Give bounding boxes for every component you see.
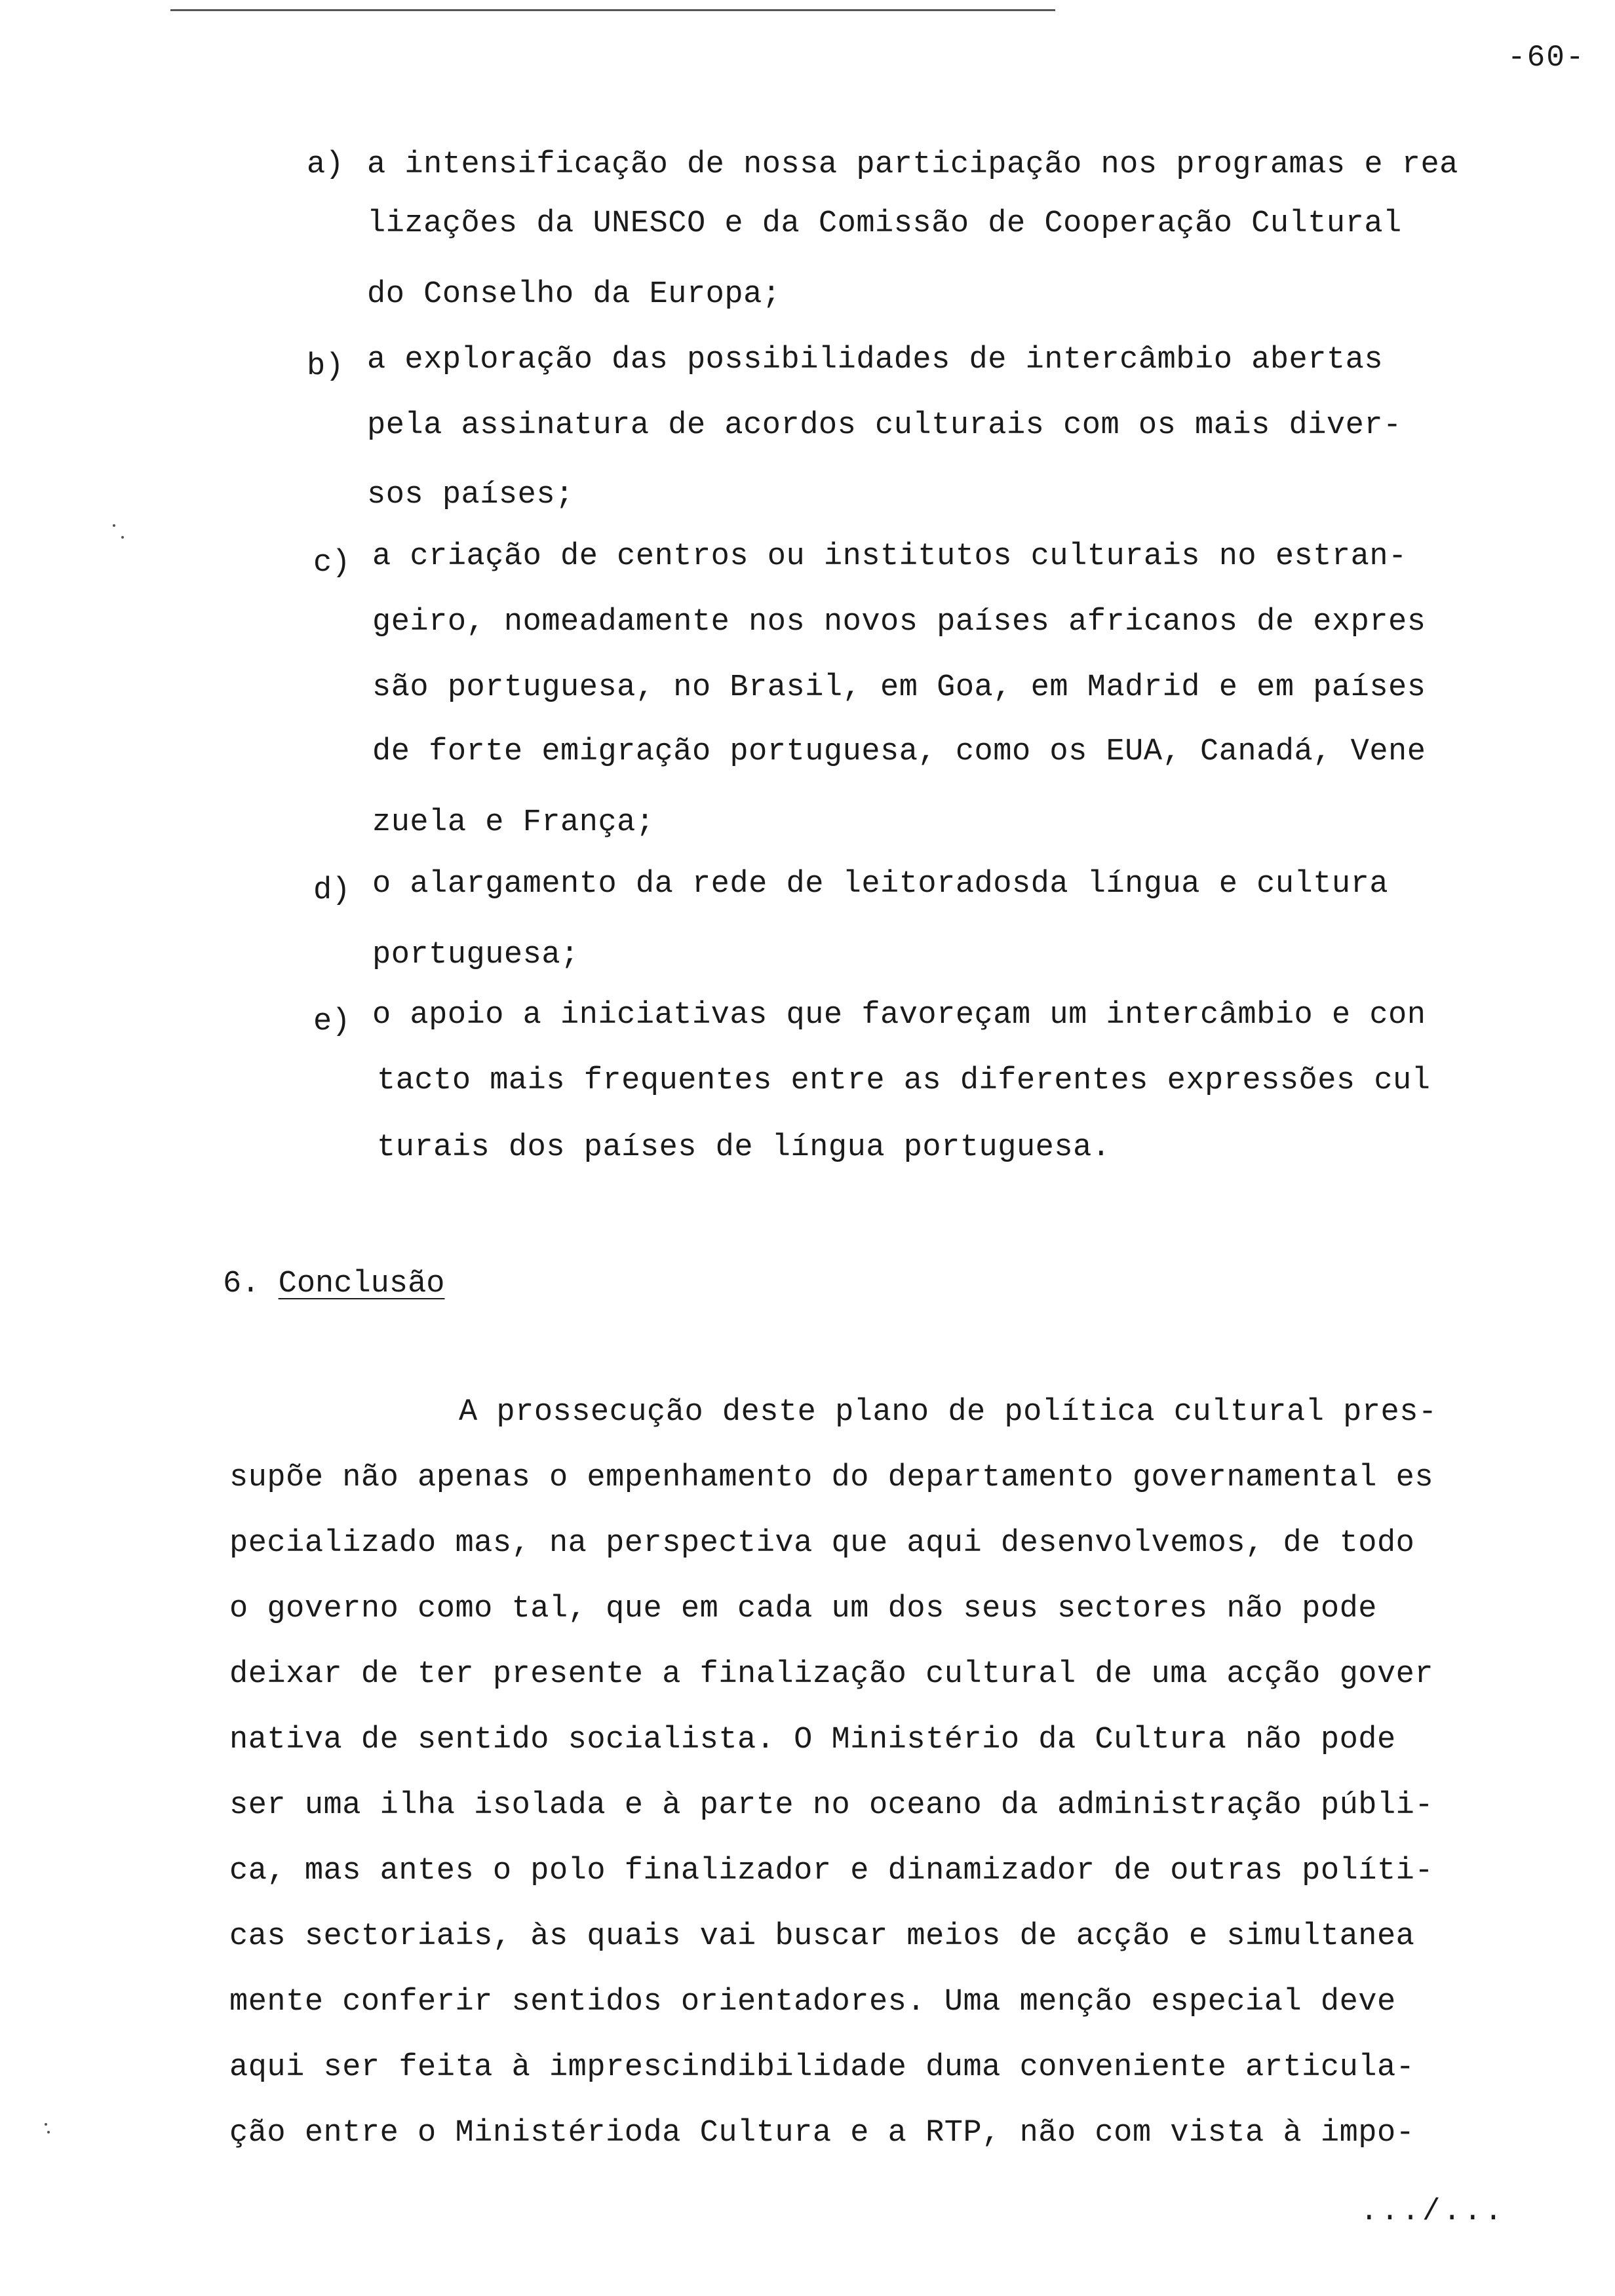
list-label-e: e) [313,1004,351,1039]
paragraph-line-8: ca, mas antes o polo finalizador e dinamizador de outras políti- [229,1854,1434,1888]
list-label-b: b) [307,349,344,384]
list-c-line-3: são portuguesa, no Brasil, em Goa, em Madrid e em países [372,670,1426,705]
list-d-line-1: o alargamento da rede de leitoradosda língua e cultura [372,867,1389,902]
list-b-line-2: pela assinatura de acordos culturais com os mais diver- [367,408,1402,443]
paragraph-line-4: o governo como tal, que em cada um dos seus sectores não pode [229,1592,1377,1626]
page-number: -60- [1508,41,1586,75]
section-number: 6. [223,1267,260,1301]
list-label-c: c) [313,546,351,581]
paragraph-line-12: ção entre o Ministérioda Cultura e a RTP, não com vista à impo- [229,2116,1415,2151]
scan-speck [45,2123,47,2126]
scan-speck [121,536,124,539]
section-heading [223,1265,444,1304]
paragraph-line-10: mente conferir sentidos orientadores. Uma menção especial deve [229,1985,1396,2019]
section-title: Conclusão [278,1267,445,1301]
list-b-line-3: sos países; [367,478,574,512]
paragraph-line-1: A prossecução deste plano de política cultural pres- [459,1395,1437,1430]
paragraph-line-9: cas sectoriais, às quais vai buscar meios de acção e simultanea [229,1919,1415,1954]
list-c-line-4: de forte emigração portuguesa, como os EUA, Canadá, Vene [372,735,1426,769]
top-rule [170,9,1055,11]
continuation-mark: .../... [1360,2194,1506,2229]
list-b-line-1: a exploração das possibilidades de intercâmbio abertas [367,343,1384,377]
list-a-line-3: do Conselho da Europa; [367,277,781,312]
list-c-line-2: geiro, nomeadamente nos novos países africanos de expres [372,605,1426,640]
paragraph-line-6: nativa de sentido socialista. O Ministério da Cultura não pode [229,1723,1396,1757]
list-label-a: a) [307,147,344,182]
scan-speck [113,524,115,527]
paragraph-line-11: aqui ser feita à imprescindibilidade duma conveniente articula- [229,2050,1415,2085]
list-e-line-2: tacto mais frequentes entre as diferentes expressões cul [377,1063,1431,1098]
list-label-d: d) [313,873,351,908]
list-d-line-2: portuguesa; [372,938,579,972]
list-e-line-1: o apoio a iniciativas que favoreçam um intercâmbio e con [372,998,1426,1033]
list-a-line-2: lizações da UNESCO e da Comissão de Cooperação Cultural [367,206,1402,241]
scan-speck [47,2131,50,2133]
paragraph-line-7: ser uma ilha isolada e à parte no oceano da administração públi- [229,1788,1434,1823]
list-c-line-1: a criação de centros ou institutos culturais no estran- [372,539,1407,574]
paragraph-line-2: supõe não apenas o empenhamento do departamento governamental es [229,1461,1434,1495]
list-a-line-1: a intensificação de nossa participação nos programas e rea [367,147,1458,182]
list-c-line-5: zuela e França; [372,805,655,840]
paragraph-line-5: deixar de ter presente a finalização cultural de uma acção gover [229,1657,1434,1692]
paragraph-line-3: pecializado mas, na perspectiva que aqui desenvolvemos, de todo [229,1526,1415,1561]
list-e-line-3: turais dos países de língua portuguesa. [377,1130,1111,1165]
